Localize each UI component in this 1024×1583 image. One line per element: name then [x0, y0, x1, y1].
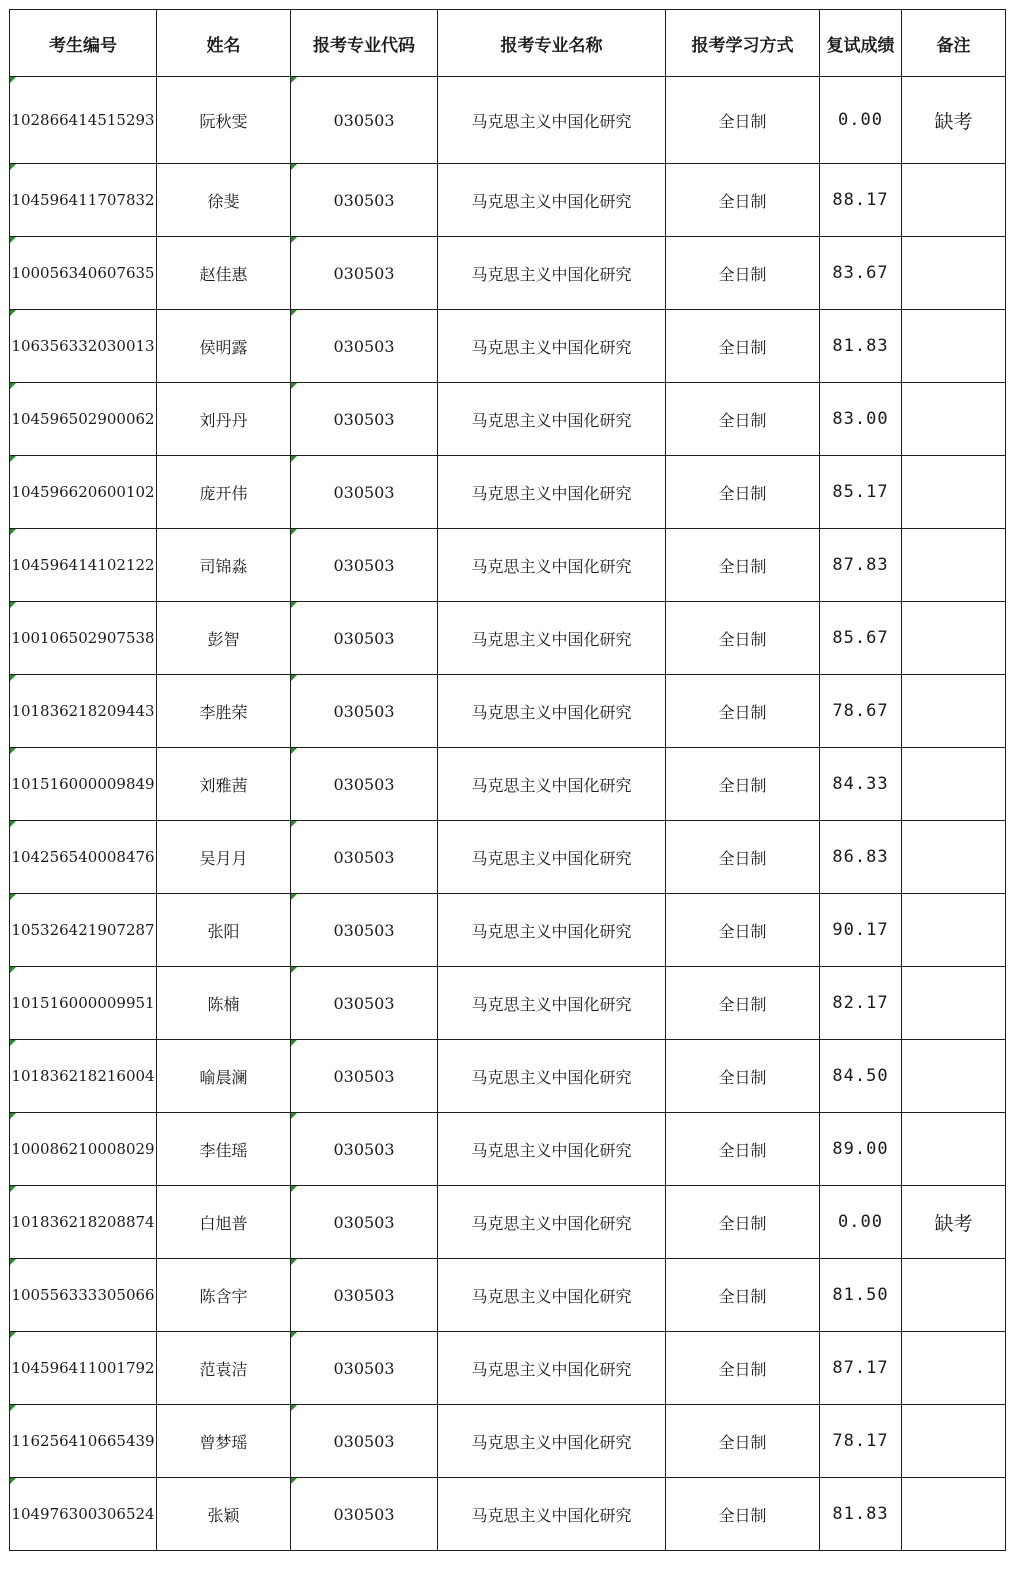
cell-remarks [902, 1332, 1006, 1405]
cell-major-name: 马克思主义中国化研究 [438, 1186, 666, 1259]
cell-major-code: 030503 [291, 675, 438, 748]
cell-retest-score: 87.17 [820, 1332, 902, 1405]
cell-study-mode: 全日制 [666, 77, 820, 164]
cell-name: 喻晨澜 [157, 1040, 291, 1113]
cell-remarks [902, 894, 1006, 967]
cell-name: 侯明露 [157, 310, 291, 383]
cell-retest-score: 88.17 [820, 164, 902, 237]
table-row [10, 821, 1006, 894]
cell-name: 刘雅茜 [157, 748, 291, 821]
cell-study-mode: 全日制 [666, 310, 820, 383]
cell-major-name: 马克思主义中国化研究 [438, 237, 666, 310]
cell-name: 刘丹丹 [157, 383, 291, 456]
cell-major-code: 030503 [291, 1259, 438, 1332]
cell-candidate-id: 102866414515293 [10, 77, 157, 164]
cell-study-mode: 全日制 [666, 383, 820, 456]
cell-major-code: 030503 [291, 77, 438, 164]
cell-study-mode: 全日制 [666, 675, 820, 748]
cell-study-mode: 全日制 [666, 1259, 820, 1332]
cell-study-mode: 全日制 [666, 602, 820, 675]
cell-major-name: 马克思主义中国化研究 [438, 675, 666, 748]
cell-major-name: 马克思主义中国化研究 [438, 383, 666, 456]
cell-major-code: 030503 [291, 164, 438, 237]
cell-study-mode: 全日制 [666, 1405, 820, 1478]
cell-name: 曾梦瑶 [157, 1405, 291, 1478]
cell-major-name: 马克思主义中国化研究 [438, 748, 666, 821]
cell-retest-score: 85.17 [820, 456, 902, 529]
cell-study-mode: 全日制 [666, 1113, 820, 1186]
cell-candidate-id: 100056340607635 [10, 237, 157, 310]
table-row [10, 894, 1006, 967]
cell-study-mode: 全日制 [666, 748, 820, 821]
cell-retest-score: 0.00 [820, 77, 902, 164]
cell-retest-score: 82.17 [820, 967, 902, 1040]
cell-major-name: 马克思主义中国化研究 [438, 1478, 666, 1551]
cell-retest-score: 83.67 [820, 237, 902, 310]
cell-candidate-id: 104596411001792 [10, 1332, 157, 1405]
cell-candidate-id: 101836218209443 [10, 675, 157, 748]
cell-major-name: 马克思主义中国化研究 [438, 164, 666, 237]
cell-name: 李胜荣 [157, 675, 291, 748]
cell-name: 彭智 [157, 602, 291, 675]
cell-study-mode: 全日制 [666, 456, 820, 529]
cell-study-mode: 全日制 [666, 1186, 820, 1259]
cell-candidate-id: 101516000009951 [10, 967, 157, 1040]
cell-name: 李佳瑶 [157, 1113, 291, 1186]
table-row [10, 529, 1006, 602]
cell-retest-score: 87.83 [820, 529, 902, 602]
cell-candidate-id: 101516000009849 [10, 748, 157, 821]
cell-major-name: 马克思主义中国化研究 [438, 529, 666, 602]
cell-study-mode: 全日制 [666, 164, 820, 237]
cell-remarks [902, 529, 1006, 602]
table-row [10, 748, 1006, 821]
cell-major-name: 马克思主义中国化研究 [438, 1259, 666, 1332]
cell-candidate-id: 116256410665439 [10, 1405, 157, 1478]
header-major-code: 报考专业代码 [291, 10, 438, 77]
cell-major-name: 马克思主义中国化研究 [438, 77, 666, 164]
cell-remarks [902, 237, 1006, 310]
table-row [10, 456, 1006, 529]
header-name: 姓名 [157, 10, 291, 77]
cell-major-code: 030503 [291, 967, 438, 1040]
cell-remarks [902, 456, 1006, 529]
cell-retest-score: 81.50 [820, 1259, 902, 1332]
cell-retest-score: 83.00 [820, 383, 902, 456]
cell-major-code: 030503 [291, 310, 438, 383]
header-study-mode: 报考学习方式 [666, 10, 820, 77]
cell-major-name: 马克思主义中国化研究 [438, 967, 666, 1040]
cell-candidate-id: 104596414102122 [10, 529, 157, 602]
cell-candidate-id: 104596411707832 [10, 164, 157, 237]
cell-study-mode: 全日制 [666, 237, 820, 310]
cell-remarks [902, 164, 1006, 237]
cell-retest-score: 85.67 [820, 602, 902, 675]
cell-study-mode: 全日制 [666, 894, 820, 967]
table-row [10, 1259, 1006, 1332]
cell-retest-score: 89.00 [820, 1113, 902, 1186]
cell-major-name: 马克思主义中国化研究 [438, 1113, 666, 1186]
cell-name: 庞开伟 [157, 456, 291, 529]
cell-name: 赵佳惠 [157, 237, 291, 310]
cell-candidate-id: 104596502900062 [10, 383, 157, 456]
cell-remarks: 缺考 [902, 1186, 1006, 1259]
table-row [10, 602, 1006, 675]
cell-candidate-id: 104256540008476 [10, 821, 157, 894]
table-row [10, 967, 1006, 1040]
cell-major-code: 030503 [291, 1186, 438, 1259]
cell-retest-score: 84.33 [820, 748, 902, 821]
cell-major-code: 030503 [291, 1113, 438, 1186]
cell-remarks [902, 675, 1006, 748]
table-row [10, 675, 1006, 748]
cell-candidate-id: 101836218216004 [10, 1040, 157, 1113]
header-row [10, 10, 1006, 77]
cell-study-mode: 全日制 [666, 1478, 820, 1551]
cell-major-name: 马克思主义中国化研究 [438, 894, 666, 967]
table-row [10, 1040, 1006, 1113]
cell-major-code: 030503 [291, 894, 438, 967]
cell-major-code: 030503 [291, 748, 438, 821]
cell-candidate-id: 104976300306524 [10, 1478, 157, 1551]
cell-remarks [902, 1259, 1006, 1332]
cell-study-mode: 全日制 [666, 967, 820, 1040]
table-row [10, 1186, 1006, 1259]
cell-remarks [902, 967, 1006, 1040]
header-candidate-id: 考生编号 [10, 10, 157, 77]
cell-name: 陈含宇 [157, 1259, 291, 1332]
cell-name: 吴月月 [157, 821, 291, 894]
cell-major-code: 030503 [291, 1405, 438, 1478]
cell-major-name: 马克思主义中国化研究 [438, 310, 666, 383]
cell-retest-score: 90.17 [820, 894, 902, 967]
cell-major-name: 马克思主义中国化研究 [438, 1405, 666, 1478]
cell-major-code: 030503 [291, 821, 438, 894]
table-row [10, 1113, 1006, 1186]
cell-major-code: 030503 [291, 1332, 438, 1405]
header-major-name: 报考专业名称 [438, 10, 666, 77]
cell-candidate-id: 104596620600102 [10, 456, 157, 529]
cell-remarks [902, 1405, 1006, 1478]
cell-candidate-id: 100106502907538 [10, 602, 157, 675]
table-row [10, 237, 1006, 310]
cell-major-code: 030503 [291, 602, 438, 675]
table-row [10, 1405, 1006, 1478]
cell-remarks [902, 383, 1006, 456]
cell-remarks [902, 821, 1006, 894]
cell-name: 张颖 [157, 1478, 291, 1551]
cell-name: 张阳 [157, 894, 291, 967]
cell-study-mode: 全日制 [666, 1040, 820, 1113]
cell-remarks [902, 1113, 1006, 1186]
cell-remarks: 缺考 [902, 77, 1006, 164]
table-row [10, 164, 1006, 237]
header-retest-score: 复试成绩 [820, 10, 902, 77]
cell-remarks [902, 1040, 1006, 1113]
cell-candidate-id: 100086210008029 [10, 1113, 157, 1186]
cell-candidate-id: 106356332030013 [10, 310, 157, 383]
cell-candidate-id: 105326421907287 [10, 894, 157, 967]
cell-retest-score: 0.00 [820, 1186, 902, 1259]
cell-retest-score: 84.50 [820, 1040, 902, 1113]
cell-major-name: 马克思主义中国化研究 [438, 1040, 666, 1113]
cell-major-code: 030503 [291, 1478, 438, 1551]
cell-name: 徐斐 [157, 164, 291, 237]
table-row [10, 1332, 1006, 1405]
cell-major-name: 马克思主义中国化研究 [438, 821, 666, 894]
cell-remarks [902, 310, 1006, 383]
cell-remarks [902, 602, 1006, 675]
cell-major-code: 030503 [291, 529, 438, 602]
table-row [10, 77, 1006, 164]
cell-retest-score: 78.67 [820, 675, 902, 748]
table-row [10, 1478, 1006, 1551]
cell-remarks [902, 1478, 1006, 1551]
cell-major-name: 马克思主义中国化研究 [438, 456, 666, 529]
table-row [10, 383, 1006, 456]
header-remarks: 备注 [902, 10, 1006, 77]
cell-retest-score: 78.17 [820, 1405, 902, 1478]
cell-name: 范袁洁 [157, 1332, 291, 1405]
cell-name: 阮秋雯 [157, 77, 291, 164]
cell-study-mode: 全日制 [666, 529, 820, 602]
cell-major-name: 马克思主义中国化研究 [438, 602, 666, 675]
cell-retest-score: 86.83 [820, 821, 902, 894]
cell-major-code: 030503 [291, 456, 438, 529]
cell-remarks [902, 748, 1006, 821]
cell-name: 白旭普 [157, 1186, 291, 1259]
cell-major-code: 030503 [291, 237, 438, 310]
cell-study-mode: 全日制 [666, 821, 820, 894]
table-row [10, 310, 1006, 383]
cell-major-code: 030503 [291, 1040, 438, 1113]
cell-major-name: 马克思主义中国化研究 [438, 1332, 666, 1405]
cell-candidate-id: 100556333305066 [10, 1259, 157, 1332]
cell-retest-score: 81.83 [820, 1478, 902, 1551]
cell-name: 司锦淼 [157, 529, 291, 602]
cell-major-code: 030503 [291, 383, 438, 456]
cell-study-mode: 全日制 [666, 1332, 820, 1405]
score-table [9, 9, 1006, 1551]
cell-candidate-id: 101836218208874 [10, 1186, 157, 1259]
cell-retest-score: 81.83 [820, 310, 902, 383]
cell-name: 陈楠 [157, 967, 291, 1040]
